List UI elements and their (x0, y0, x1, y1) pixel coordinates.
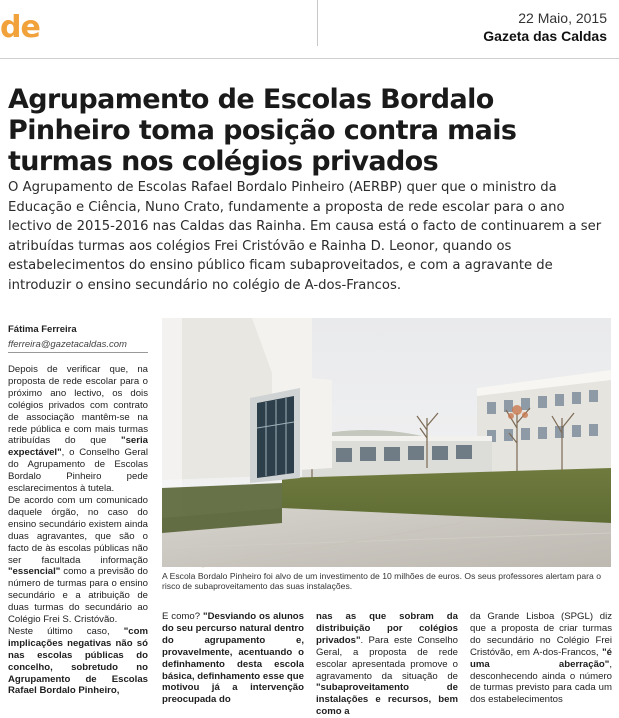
article-column-3 (316, 611, 458, 718)
text-run: Depois de verificar que, na proposta de rede escolar para o próximo ano lectivo, os dois colégios privados com contrato de associação mantêm-se na rede pública e com mais turmas atribuídas do que (8, 364, 148, 447)
newspaper-name: Gazeta das Caldas (483, 28, 607, 44)
text-run: , o Conselho Geral do Agrupamento de Escolas Bordalo Pinheiro pede esclarecimentos à tutela. (8, 447, 148, 495)
masthead-divider (317, 0, 318, 46)
byline (8, 324, 148, 350)
text-run: De acordo com um comunicado daquele órgão, no caso do ensino secundário existem ainda duas agravantes, que são o facto de às escolas públicas não ser facultada informação (8, 494, 148, 566)
paragraph (316, 611, 458, 718)
text-run: como a previsão do número de turmas para o ensino secundário e a atribuição de duas turmas do secundário ao Colégio Frei S. Cristóvão. (8, 566, 148, 626)
issue-date: 22 Maio, 2015 (518, 10, 607, 26)
masthead-rule (0, 58, 619, 59)
article-column-1 (8, 364, 148, 709)
paragraph (8, 626, 148, 697)
article-photo (162, 318, 611, 567)
article-column-4 (470, 611, 612, 709)
paragraph (162, 611, 304, 706)
quote: "com implicações negativas não só nas escolas públicas do concelho, sobretudo no Agrupamento de Escolas Rafael Bordalo Pinheiro, (8, 625, 148, 697)
text-run: . Para este Conselho Geral, a proposta de rede escolar apresentada promove o agravamento da situação de (316, 634, 458, 682)
photo-caption: A Escola Bordalo Pinheiro foi alvo de um investimento de 10 milhões de euros. Os seus professores alertam para o risco de subaproveitamento das suas instalações. (162, 571, 601, 592)
article-lede: O Agrupamento de Escolas Rafael Bordalo Pinheiro (AERBP) quer que o ministro da Educação e Ciência, Nuno Crato, fundamente a proposta de rede escolar para o ano lectivo de 2015-2016 nas Caldas das Rainha. Em causa está o facto de continuarem a ser atribuídas turmas aos colégios Frei Cristóvão e Rainha D. Leonor, quando os estabelecimentos do ensino público ficam subaproveitados, e com a agravante de introduzir o ensino secundário no colégio de A-dos-Francos. (8, 180, 602, 293)
text-run: da Grande Lisboa (SPGL) diz que a proposta de criar turmas do secundário no Colégio Frei Cristóvão, em A-dos-Francos, (470, 611, 612, 658)
paragraph (8, 364, 148, 495)
author-email[interactable]: fferreira@gazetacaldas.com (8, 339, 127, 350)
article-headline: Agrupamento de Escolas Bordalo Pinheiro toma posição contra mais turmas nos colégios privados (8, 84, 517, 177)
quote: "Desviando os alunos do seu percurso natural dentro do agrupamento e, provavelmente, acentuando o definhamento desta escola básica, definhamento esse que motivou já a intervenção preocupada do (162, 611, 305, 706)
text-run: , desconhecendo ainda o número de turmas previsto para cada um dos estabelecimentos (470, 658, 612, 706)
school-building-photo (162, 318, 611, 567)
author-name: Fátima Ferreira (8, 324, 77, 335)
paragraph (470, 611, 612, 706)
quote: nas as que sobram da distribuição por colégios privados" (316, 611, 458, 646)
quote: "subaproveitamento de instalações e recursos, bem como a (316, 682, 458, 718)
byline-rule (8, 352, 148, 353)
text-run: E como? (162, 611, 204, 622)
quote: "seria expectável" (8, 435, 148, 459)
section-tab (0, 0, 40, 58)
quote: "essencial" (8, 566, 61, 578)
article-column-2 (162, 611, 304, 709)
text-run: Neste último caso, (8, 625, 124, 637)
section-letters: de (0, 10, 40, 45)
quote: "é uma aberração" (470, 646, 612, 670)
dateline (483, 10, 607, 44)
paragraph (8, 495, 148, 626)
